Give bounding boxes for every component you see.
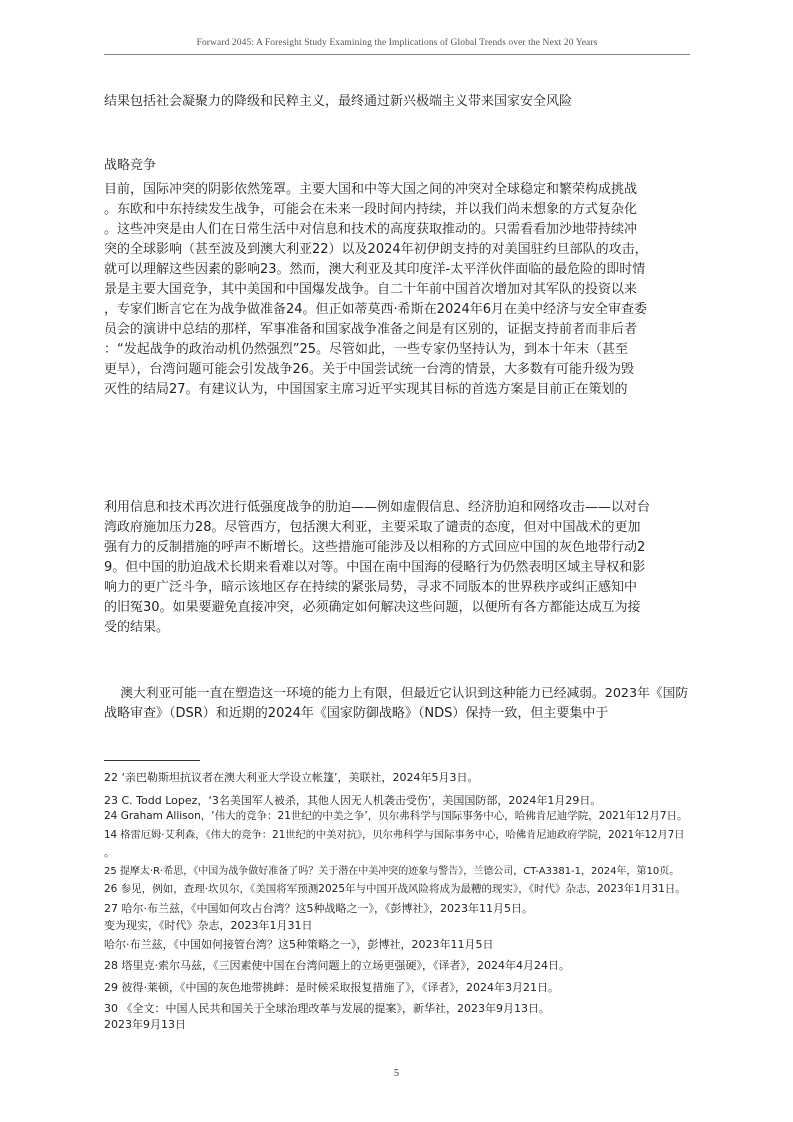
paragraph-line: 。这些冲突是由人们在日常生活中对信息和技术的高度获取推动的。只需看看加沙地带持续冲 — [104, 222, 638, 237]
paragraph-line: 战略审查》（DSR）和近期的2024年《国家防御战略》（NDS）保持一致，但主要集中于 — [104, 706, 609, 721]
paragraph-line: 响力的更广泛斗争，暗示该地区存在持续的紧张局势，寻求不同版本的世界秩序或纠正感知中 — [104, 580, 638, 595]
running-header: Forward 2045: A Foresight Study Examining the Implications of Global Trends over the Next 20 Years — [196, 38, 598, 48]
paragraph-line: 利用信息和技术再次进行低强度战争的肋迫——例如虚假信息、经济肋迫和网络攻击——以对台 — [104, 500, 651, 515]
paragraph-line: 目前，国际冲突的阴影依然笼罩。主要大国和中等大国之间的冲突对全球稳定和繁荣构成挑战 — [104, 182, 638, 197]
paragraph-line: 强有力的反制措施的呼声不断增长。这些措施可能涉及以相称的方式回应中国的灰色地带行动2 — [104, 540, 646, 555]
footnote: 29 彼得·莱顿，《中国的灰色地带挑衅：是时候采取报复措施了》，《译者》，2024年3月21日。 — [104, 981, 559, 994]
paragraph-line: 。东欧和中东持续发生战争，可能会在未来一段时间内持续，并以我们尚未想象的方式复杂化 — [104, 202, 638, 217]
footnote: 23 C. Todd Lopez，‘3名美国军人被杀，其他人因无人机袭击受伤’，美国国防部，2024年1月29日。 — [104, 794, 602, 807]
paragraph-line: 的旧冤30。如果要避免直接冲突，必须确定如何解决这些问题，以便所有各方都能达成互为接 — [104, 600, 641, 615]
paragraph-line: 灭性的结局27。有建议认为，中国国家主席习近平实现其目标的首选方案是目前正在策划的 — [104, 382, 628, 397]
footnote: 22 ‘亲巴勒斯坦抗议者在澳大利亚大学设立帐篷’，美联社，2024年5月3日。 — [104, 771, 479, 784]
paragraph-line: 景是主要大国竞争，其中美国和中国爆发战争。自二十年前中国首次增加对其军队的投资以来 — [104, 282, 638, 297]
footnote: 哈尔·布兰兹，《中国如何接管台湾？这5种策略之一》，彭博社，2023年11月5日 — [104, 938, 494, 951]
footnote-rule — [104, 760, 200, 761]
paragraph-line: 受的结果。 — [104, 620, 170, 635]
paragraph-line: 9。但中国的肋迫战术长期来看难以对等。中国在南中国海的侵略行为仍然表明区域主导权和影 — [104, 560, 646, 575]
footnote: 30 《全文：中国人民共和国关于全球治理改革与发展的提案》，新华社，2023年9月13日。 — [104, 1002, 550, 1015]
paragraph-line: 湾政府施加压力28。尽管西方，包括澳大利亚，主要采取了谴责的态度，但对中国战术的更加 — [104, 520, 641, 535]
paragraph-line: 澳大利亚可能一直在塑造这一环境的能力上有限，但最近它认识到这种能力已经减弱。2023年《国防 — [104, 686, 689, 701]
footnote: 变为现实，《时代》杂志，2023年1月31日 — [104, 919, 313, 932]
header-rule — [104, 54, 690, 55]
footnote: 25 提摩太·R·希思，《中国为战争做好准备了吗？关于潜在中美冲突的迹象与警告》，兰德公司，CT-A3381-1，2024年，第10页。 — [104, 866, 680, 877]
paragraph-line: ：“发起战争的政治动机仍然强烈”25。尽管如此，一些专家仍坚持认为，到本十年末（甚至 — [104, 342, 629, 357]
footnote: 14 格雷厄姆·艾利森，《伟大的竞争：21世纪的中美对抗》，贝尔弗科学与国际事务中心，哈佛肯尼迪政府学院，2021年12月7日 — [104, 829, 685, 841]
paragraph-line: 就可以理解这些因素的影响23。然而，澳大利亚及其印度洋-太平洋伙伴面临的最危险的即时情 — [104, 262, 646, 277]
footnote: 26 参见，例如，查理·坎贝尔，《美国将军预测2025年与中国开战风险将成为最糟的现实》，《时代》杂志，2023年1月31日。 — [104, 883, 686, 895]
page-number: 5 — [394, 1068, 399, 1079]
paragraph-line: 突的全球影响（甚至波及到澳大利亚22）以及2024年初伊朗支持的对美国驻约旦部队的攻击， — [104, 242, 648, 257]
paragraph-line: ，专家们断言它在为战争做准备24。但正如蒂莫西·希斯在2024年6月在美中经济与安全审查委 — [104, 302, 648, 317]
footnote: 2023年9月13日 — [104, 1018, 186, 1031]
paragraph-line: 员会的演讲中总结的那样，军事准备和国家战争准备之间是有区别的，证据支持前者而非后者 — [104, 322, 638, 337]
footnote: 24 Graham Allison，‘伟大的竞争：21世纪的中美之争’，贝尔弗科学与国际事务中心，哈佛肯尼迪学院，2021年12月7日。 — [104, 810, 688, 822]
paragraph-line: 更早），台湾问题可能会引发战争26。关于中国尝试统一台湾的情景，大多数有可能升级为毁 — [104, 362, 635, 377]
footnote: 27 哈尔·布兰兹，《中国如何攻占台湾？这5种战略之一》，《彭博社》，2023年11月5日。 — [104, 902, 533, 915]
intro-line: 结果包括社会凝聚力的降级和民粹主义，最终通过新兴极端主义带来国家安全风险 — [104, 94, 573, 109]
footnote: 28 塔里克·索尔马兹，《三因素使中国在台湾问题上的立场更强硬》，《译者》，2024年4月24日。 — [104, 959, 570, 972]
section-heading: 战略竞争 — [104, 158, 157, 173]
footnote: 。 — [104, 846, 115, 859]
